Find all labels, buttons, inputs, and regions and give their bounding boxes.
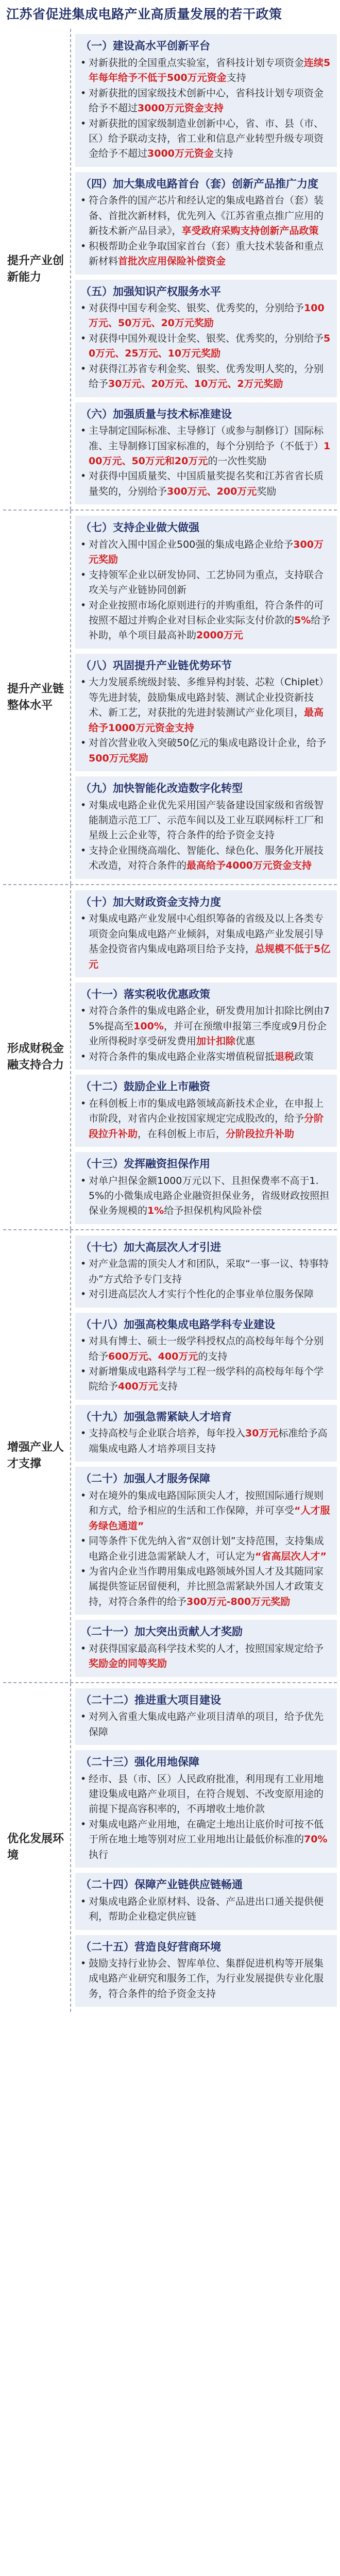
text-segment: 奖励: [257, 485, 277, 497]
bullet-text: [89, 56, 332, 86]
text-segment: 经市、县（市、区）人民政府批准，利用现有工业用地建设集成电路产业项目，在符合规划、不改变原用途的前提下提高容积率的，不再增收土地价款: [89, 1773, 324, 1815]
page-title: 江苏省促进集成电路产业高质量发展的若干政策: [6, 7, 282, 22]
category-label: 提升产业链整体水平: [7, 682, 64, 712]
bullet-text: [89, 1894, 332, 1925]
highlight-amount: 300万元-800万元奖励: [186, 1596, 291, 1607]
highlight-amount: 连续5年每年给予不低于500万元资金: [89, 57, 331, 84]
bullet-dot-icon: •: [80, 57, 87, 69]
highlight-amount: 首批次应用保险补偿资金: [118, 256, 226, 267]
text-segment: 给予担保机构风险补偿: [164, 1205, 262, 1217]
bullet-text: [89, 911, 332, 972]
bullet-text: [89, 675, 332, 736]
bullet-dot-icon: •: [80, 1258, 87, 1270]
bullet-text: [89, 1641, 332, 1672]
policy-bullet: [80, 1534, 332, 1564]
policy-bullet: [80, 911, 332, 972]
policy-group: [3, 510, 337, 884]
bullet-dot-icon: •: [80, 913, 87, 925]
bullet-dot-icon: •: [80, 302, 87, 314]
bullet-dot-icon: •: [80, 1489, 87, 1501]
bullet-dot-icon: •: [80, 844, 87, 856]
policy-bullet: [80, 1488, 332, 1534]
text-segment: 对获得中国专利金奖、银奖、优秀奖的，分别给予: [89, 302, 304, 314]
bullet-text: [89, 423, 332, 469]
policy-heading: （九）加快智能化改造数字化转型: [80, 782, 243, 794]
bullet-text: [89, 469, 332, 499]
highlight-amount: 30万元、20万元、10万元、2万元奖励: [108, 378, 283, 390]
text-segment: 支持: [158, 1381, 178, 1393]
policy-heading: （十）加大财政资金支持力度: [80, 895, 221, 908]
policy-group: [3, 1682, 337, 2012]
policy-item: [75, 1750, 337, 1868]
policy-group: [3, 29, 337, 510]
policy-bullet: [80, 798, 332, 843]
highlight-amount: 享受政府采购支持创新产品政策: [181, 225, 319, 237]
bullet-text: [89, 239, 332, 269]
policy-bullet: [80, 1709, 332, 1740]
text-segment: 为省内企业当作聘用集成电路领域外国人才及其随同家属提供签证居留便利，并比照急需紧缺外国人才政策支持，对符合条件的给予: [89, 1565, 324, 1607]
policy-bullet: [80, 56, 332, 86]
policy-bullet: [80, 1894, 332, 1925]
bullet-dot-icon: •: [80, 1005, 87, 1017]
text-segment: 对列入省重大集成电路产业项目清单的项目，给予优先保障: [89, 1711, 324, 1738]
policy-item: [75, 34, 337, 167]
highlight-amount: 100%: [133, 1020, 164, 1032]
highlight-amount: 600万元、400万元: [108, 1350, 198, 1362]
policy-bullet: [80, 239, 332, 269]
highlight-amount: 100万元、50万元和20万元: [89, 440, 331, 467]
text-segment: 对新获批的国家级技术创新中心，省科技计划专项资金给予不超过: [89, 87, 324, 114]
highlight-amount: 分阶段拉升补助: [226, 1128, 295, 1140]
bullet-dot-icon: •: [80, 1711, 87, 1723]
policy-heading: （十二）鼓励企业上市融资: [80, 1080, 210, 1093]
policy-bullet: [80, 537, 332, 568]
category-label: 优化发展环境: [7, 1833, 64, 1862]
category-column: [3, 511, 70, 884]
bullet-text: [89, 1004, 332, 1049]
bullet-text: [89, 1257, 332, 1287]
text-segment: 优惠: [235, 1036, 256, 1047]
text-segment: 对获得国家最高科学技术奖的人才，按照国家规定给予: [89, 1642, 324, 1654]
bullet-text: [89, 1426, 332, 1456]
bullet-dot-icon: •: [80, 1958, 87, 1969]
text-segment: 在科创板上市的集成电路领域高新技术企业，在申报上市阶段，对省内企业按国家规定完成股改的，给予: [89, 1097, 324, 1125]
text-segment: 对新增集成电路科学与工程一级学科的高校每年每个学院给予: [89, 1366, 324, 1393]
policy-heading: （二十四）保障产业链供应链畅通: [80, 1878, 243, 1891]
policy-items: [70, 885, 337, 1229]
policy-items: [70, 29, 337, 510]
bullet-text: [89, 843, 332, 874]
bullet-text: [89, 1956, 332, 2002]
policy-item: [75, 776, 337, 879]
bullet-dot-icon: •: [80, 1097, 87, 1109]
policy-bullet: [80, 331, 332, 362]
policy-item: [75, 1467, 337, 1615]
policy-heading: （八）巩固提升产业链优势环节: [80, 659, 232, 672]
policy-items: [70, 1230, 337, 1682]
highlight-amount: 70%: [304, 1834, 328, 1845]
text-segment: 对企业按照市场化原则进行的并购重组，符合条件的可按照不超过并购企业对目标企业实际支付价款的: [89, 599, 324, 626]
bullet-dot-icon: •: [80, 87, 87, 99]
policy-heading: （二十五）营造良好营商环境: [80, 1940, 221, 1953]
text-segment: 支持企业围绕高端化、智能化、绿色化、服务化开展技术改造，对符合条件的: [89, 844, 324, 872]
policy-groups: [3, 29, 337, 2012]
bullet-dot-icon: •: [80, 470, 87, 482]
policy-item: [75, 1688, 337, 1745]
category-label: 形成财税金融支持合力: [7, 1042, 64, 1072]
policy-group: [3, 884, 337, 1229]
policy-heading: （十七）加大高层次人才引进: [80, 1241, 221, 1253]
policy-group: [3, 1229, 337, 1682]
policy-item: [75, 516, 337, 649]
policy-bullet: [80, 1817, 332, 1862]
policy-items: [70, 1683, 337, 2012]
policy-item: [75, 890, 337, 977]
text-segment: 对产业急需的顶尖人才和团队，采取“一事一议、特事特办”方式给予专门支持: [89, 1258, 329, 1285]
text-segment: 的一次性奖励: [208, 455, 267, 467]
text-segment: 大力发展系统级封装、多维异构封装、芯粒（Chiplet）等先进封装，鼓励集成电路封装、测试企业投资新技术、新工艺，对获批的先进封装测试产业化项目，: [89, 676, 329, 719]
category-label: 增强产业人才支撑: [7, 1441, 64, 1471]
policy-bullet: [80, 1334, 332, 1364]
policy-bullet: [80, 1287, 332, 1302]
bullet-text: [89, 1049, 332, 1064]
policy-heading: （二十二）推进重大项目建设: [80, 1693, 221, 1706]
bullet-dot-icon: •: [80, 240, 87, 252]
bullet-text: [89, 798, 332, 843]
bullet-dot-icon: •: [80, 195, 87, 207]
policy-bullet: [80, 1096, 332, 1142]
text-segment: 标准给予高端集成电路人才培养项目支持: [89, 1428, 328, 1454]
text-segment: 对符合条件的集成电路企业，研发费用加计扣除比例由75%提高至: [89, 1005, 330, 1032]
bullet-dot-icon: •: [80, 1565, 87, 1577]
text-segment: 支持: [213, 148, 233, 160]
bullet-text: [89, 1096, 332, 1142]
bullet-dot-icon: •: [80, 1535, 87, 1547]
text-segment: 主导制定国际标准、主导修订（或参与制修订）国际标准、主导制修订国家标准的，每个分别给予（不低于）: [89, 425, 324, 452]
policy-item: [75, 1075, 337, 1147]
bullet-text: [89, 1488, 332, 1534]
bullet-text: [89, 331, 332, 362]
highlight-amount: 100万元、50万元、20万元奖励: [89, 302, 325, 329]
policy-heading: （二十三）强化用地保障: [80, 1756, 199, 1768]
highlight-amount: 30万元: [245, 1428, 279, 1439]
bullet-text: [89, 1709, 332, 1740]
policy-bullet: [80, 1772, 332, 1817]
policy-item: [75, 1873, 337, 1929]
bullet-dot-icon: •: [80, 1773, 87, 1785]
policy-heading: （一）建设高水平创新平台: [80, 40, 210, 53]
text-segment: 对集成电路产业发展中心组织筹备的省级及以上各类专项资金向集成电路产业倾斜，对集成电路产业发展引导基金投资省内集成电路项目给予支持，: [89, 913, 324, 955]
bullet-text: [89, 1564, 332, 1609]
text-segment: 支持领军企业以研发协同、工艺协同为重点，支持联合攻关与产业链协同创新: [89, 569, 324, 596]
text-segment: ，并可在预缴申报第三季度或9月份企业所得税时享受研发费用: [89, 1020, 327, 1047]
highlight-amount: 300万元、200万元: [167, 485, 257, 497]
policy-item: [75, 402, 337, 505]
bullet-dot-icon: •: [80, 332, 87, 344]
bullet-dot-icon: •: [80, 1289, 87, 1300]
policy-bullet: [80, 675, 332, 736]
policy-bullet: [80, 301, 332, 331]
highlight-amount: “人才服务绿色通道”: [89, 1505, 330, 1532]
bullet-text: [89, 568, 332, 598]
policy-bullet: [80, 1956, 332, 2002]
policy-items: [70, 511, 337, 884]
policy-bullet: [80, 86, 332, 116]
bullet-text: [89, 537, 332, 568]
highlight-amount: 400万元: [118, 1381, 158, 1393]
policy-heading: （二十一）加大突出贡献人才奖励: [80, 1625, 243, 1638]
bullet-text: [89, 1772, 332, 1817]
bullet-text: [89, 116, 332, 162]
text-segment: 同等条件下优先纳入省“双创计划”支持范围，支持集成电路企业引进急需紧缺人才，可认定为: [89, 1535, 324, 1562]
bullet-text: [89, 362, 332, 392]
policy-bullet: [80, 736, 332, 766]
bullet-dot-icon: •: [80, 1818, 87, 1830]
category-column: [3, 885, 70, 1229]
text-segment: 执行: [89, 1849, 109, 1860]
policy-bullet: [80, 1257, 332, 1287]
text-segment: 符合条件的国产芯片和经认定的集成电路首台（套）装备、首批次新材料，优先列入《江苏省重点推广应用的新技术新产品目录》，: [89, 195, 324, 237]
highlight-amount: 300万元奖励: [89, 538, 324, 566]
category-column: [3, 29, 70, 510]
highlight-amount: 50万元、25万元、10万元奖励: [89, 332, 331, 360]
policy-bullet: [80, 423, 332, 469]
bullet-dot-icon: •: [80, 599, 87, 611]
text-segment: ，在科创板上市后，: [138, 1128, 226, 1140]
policy-item: [75, 172, 337, 275]
policy-bullet: [80, 1641, 332, 1672]
bullet-dot-icon: •: [80, 737, 87, 749]
highlight-amount: 1%: [147, 1205, 164, 1217]
bullet-dot-icon: •: [80, 363, 87, 375]
policy-heading: （四）加大集成电路首台（套）创新产品推广力度: [80, 177, 318, 190]
text-segment: 对引进高层次人才实行个性化的企事业单位服务保障: [89, 1289, 314, 1300]
policy-item: [75, 1405, 337, 1462]
category-column: [3, 1683, 70, 2012]
text-segment: 鼓励支持行业协会、智库单位、集群促进机构等开展集成电路产业研究和服务工作，为行业发展提供专业化服务，符合条件的给予资金支持: [89, 1958, 324, 1999]
highlight-amount: 5%: [294, 615, 311, 626]
text-segment: 对首次营业收入突破50亿元的集成电路设计企业，给予: [89, 737, 327, 749]
text-segment: 对首次入围中国企业500强的集成电路企业给予: [89, 538, 294, 550]
policy-bullet: [80, 1564, 332, 1609]
highlight-amount: 3000万元资金支持: [138, 103, 224, 114]
bullet-text: [89, 1817, 332, 1862]
bullet-text: [89, 1287, 332, 1302]
bullet-dot-icon: •: [80, 676, 87, 688]
text-segment: 给予补助，单个项目最高补助: [89, 615, 331, 641]
bullet-text: [89, 1174, 332, 1219]
category-label: 提升产业创新能力: [7, 254, 64, 284]
policy-item: [75, 1313, 337, 1400]
bullet-dot-icon: •: [80, 569, 87, 581]
policy-bullet: [80, 1174, 332, 1219]
bullet-dot-icon: •: [80, 425, 87, 437]
policy-heading: （十九）加强急需紧缺人才培育: [80, 1410, 232, 1423]
policy-bullet: [80, 116, 332, 162]
policy-heading: （七）支持企业做大做强: [80, 521, 199, 534]
policy-bullet: [80, 568, 332, 598]
bullet-dot-icon: •: [80, 1895, 87, 1907]
bullet-text: [89, 193, 332, 239]
text-segment: 对集成电路产业用地，在确定土地出让底价时可按不低于所在地土地等别对应工业用地出让最低价标准的: [89, 1818, 324, 1845]
highlight-amount: 500万元奖励: [89, 752, 148, 764]
policy-bullet: [80, 469, 332, 499]
policy-bullet: [80, 598, 332, 643]
text-segment: 的支持: [198, 1350, 228, 1362]
policy-bullet: [80, 1364, 332, 1395]
policy-heading: （十三）发挥融资担保作用: [80, 1158, 210, 1170]
policy-heading: （十八）加强高校集成电路学科专业建设: [80, 1318, 275, 1331]
policy-item: [75, 982, 337, 1070]
bullet-dot-icon: •: [80, 538, 87, 550]
text-segment: 对单户担保金额1000万元以下、且担保费率不高于1.5%的小微集成电路企业融资担保业务，省级财政按照担保业务规模的: [89, 1175, 330, 1217]
text-segment: 对新获批的国家级制造业创新中心，省、市、县（市、区）给予联动支持，省工业和信息产业转型升级专项资金给予不超过: [89, 117, 324, 160]
highlight-amount: 加计扣除: [196, 1036, 236, 1047]
bullet-dot-icon: •: [80, 1642, 87, 1654]
bullet-text: [89, 1534, 332, 1564]
policy-heading: （二十）加强人才服务保障: [80, 1472, 210, 1485]
policy-item: [75, 1620, 337, 1676]
bullet-dot-icon: •: [80, 1335, 87, 1347]
bullet-text: [89, 1334, 332, 1364]
text-segment: 积极帮助企业争取国家首台（套）重大技术装备和重点新材料: [89, 240, 324, 267]
highlight-amount: “省高层次人才”: [255, 1550, 327, 1562]
policy-bullet: [80, 1426, 332, 1456]
text-segment: 支持高校与企业联合培养，每年投入: [89, 1428, 246, 1439]
text-segment: 对获得中国外观设计金奖、银奖、优秀奖的，分别给予: [89, 332, 324, 344]
highlight-amount: 3000万元资金: [147, 148, 214, 160]
text-segment: 政策: [294, 1050, 314, 1062]
policy-item: [75, 280, 337, 397]
text-segment: 对在境外的集成电路国际顶尖人才，按照国际通行规则和方式，给予相应的生活和工作保障，并可享受: [89, 1489, 324, 1517]
policy-heading: （十一）落实税收优惠政策: [80, 988, 210, 1001]
highlight-amount: 2000万元: [196, 630, 243, 641]
policy-item: [75, 1235, 337, 1308]
text-segment: 支持: [226, 72, 246, 84]
policy-bullet: [80, 1004, 332, 1049]
text-segment: 对集成电路企业原材料、设备、产品进出口通关提供便利，帮助企业稳定供应链: [89, 1895, 324, 1923]
policy-item: [75, 1935, 337, 2007]
bullet-dot-icon: •: [80, 1050, 87, 1062]
text-segment: 对具有博士、硕士一级学科授权点的高校每年每个分别给予: [89, 1335, 324, 1362]
text-segment: 对新获批的全国重点实验室，省科技计划专项资金: [89, 57, 304, 69]
text-segment: 对集成电路企业优先采用国产装备建设国家级和省级智能制造示范工厂、示范车间以及工业互联网标杆工厂和星级上云企业等，符合条件的给予资金支持: [89, 799, 324, 841]
policy-bullet: [80, 362, 332, 392]
bullet-text: [89, 1364, 332, 1395]
text-segment: 对获得中国质量奖、中国质量奖提名奖和江苏省省长质量奖的，分别给予: [89, 470, 324, 497]
highlight-amount: 最高给予4000万元资金支持: [186, 860, 312, 872]
policy-bullet: [80, 843, 332, 874]
bullet-dot-icon: •: [80, 1428, 87, 1439]
bullet-dot-icon: •: [80, 799, 87, 811]
highlight-amount: 总规模不低于5亿元: [89, 943, 331, 970]
highlight-amount: 退税: [275, 1050, 295, 1062]
policy-bullet: [80, 193, 332, 239]
text-segment: 对符合条件的集成电路企业落实增值税留抵: [89, 1050, 275, 1062]
policy-heading: （五）加强知识产权服务水平: [80, 285, 221, 298]
bullet-text: [89, 301, 332, 331]
bullet-text: [89, 598, 332, 643]
category-column: [3, 1230, 70, 1682]
policy-item: [75, 654, 337, 771]
bullet-dot-icon: •: [80, 1366, 87, 1377]
highlight-amount: 分阶段拉升补助: [89, 1113, 324, 1140]
bullet-text: [89, 736, 332, 766]
policy-bullet: [80, 1049, 332, 1064]
highlight-amount: 奖励金的同等奖励: [89, 1658, 167, 1670]
bullet-text: [89, 86, 332, 116]
policy-heading: （六）加强质量与技术标准建设: [80, 408, 232, 420]
bullet-dot-icon: •: [80, 117, 87, 129]
policy-item: [75, 1152, 337, 1224]
bullet-dot-icon: •: [80, 1175, 87, 1187]
text-segment: 对获得江苏省专利金奖、银奖、优秀发明人奖的，分别给予: [89, 363, 324, 390]
highlight-amount: 最高给予1000万元资金支持: [89, 707, 324, 734]
